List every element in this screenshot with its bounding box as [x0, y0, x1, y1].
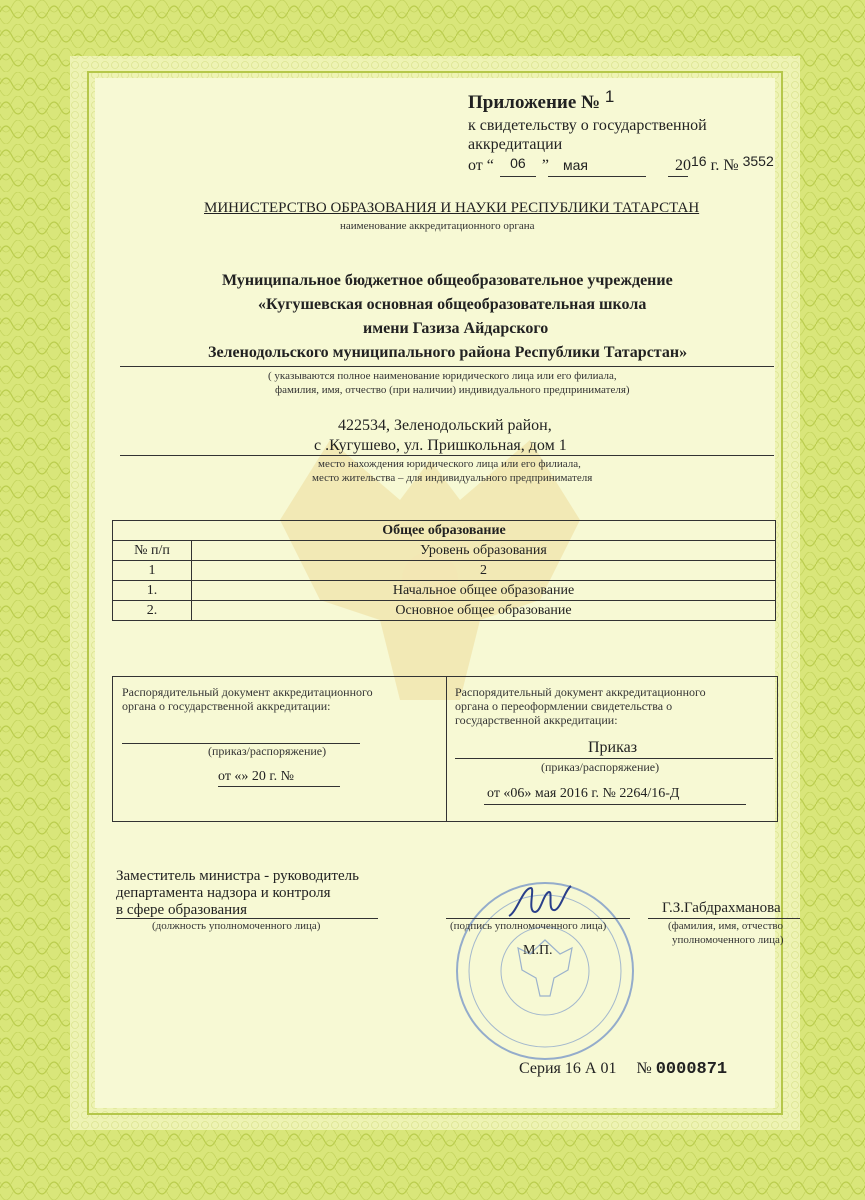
- right-doc-caption: (приказ/распоряжение): [541, 760, 660, 774]
- stamp-place: М.П.: [523, 943, 553, 958]
- row-level: Основное общее образование: [192, 601, 776, 621]
- date-day: 06: [510, 155, 526, 171]
- left-doc-title-2: органа о государственной аккредитации:: [122, 699, 331, 713]
- address-caption-1: место нахождения юридического лица или его филиала,: [318, 458, 581, 470]
- date-year-prefix: 20: [675, 157, 691, 174]
- org-caption-1: ( указываются полное наименование юридического лица или его филиала,: [268, 370, 617, 382]
- name-caption-1: (фамилия, имя, отчество: [668, 920, 784, 932]
- appendix-number: 1: [604, 87, 615, 106]
- name-caption-2: уполномоченного лица): [672, 934, 784, 946]
- address-caption-2: место жительства – для индивидуального предпринимателя: [312, 472, 593, 484]
- appendix-title-text: Приложение №: [468, 92, 601, 113]
- col-level-header: Уровень образования: [192, 541, 776, 561]
- signature-caption: (подпись уполномоченного лица): [450, 920, 607, 932]
- right-order-type: Приказ: [588, 739, 638, 756]
- series-value: 16 А 01: [564, 1060, 617, 1077]
- position-underline: [116, 918, 378, 919]
- row-number: 1.: [113, 581, 192, 601]
- right-date-underline: [484, 804, 746, 805]
- number-sign: №: [723, 157, 739, 174]
- serial-number-value: 0000871: [655, 1060, 728, 1079]
- org-line-4: Зеленодольского муниципального района Республики Татарстан»: [208, 344, 688, 361]
- year-underline: [668, 176, 688, 177]
- serial-number: [519, 1060, 727, 1079]
- table-title: Общее образование: [113, 521, 776, 541]
- index-cell: 2: [192, 561, 776, 581]
- table-row: [113, 601, 776, 621]
- date-year-suffix: 16: [691, 153, 707, 169]
- table-row: [113, 581, 776, 601]
- position-caption: (должность уполномоченного лица): [152, 920, 321, 932]
- certificate-date: [468, 153, 774, 175]
- left-doc-title-1: Распорядительный документ аккредитационного: [122, 685, 373, 699]
- date-year-mark: г.: [710, 157, 720, 174]
- org-underline: [120, 366, 774, 367]
- index-cell: 1: [113, 561, 192, 581]
- row-number: 2.: [113, 601, 192, 621]
- left-date-underline: [218, 786, 340, 787]
- date-prefix: от: [468, 157, 483, 174]
- right-doc-title-3: государственной аккредитации:: [455, 713, 618, 727]
- date-open-quote: “: [486, 157, 494, 174]
- series-label: Серия: [519, 1060, 561, 1077]
- right-doc-date: от «06» мая 2016 г. № 2264/16-Д: [487, 786, 680, 801]
- certificate-number: 3552: [742, 153, 774, 169]
- header-line-1: к свидетельству о государственной: [468, 117, 707, 134]
- org-line-2: «Кугушевская основная общеобразовательная школа: [258, 296, 647, 313]
- serial-number-sign: №: [636, 1060, 652, 1077]
- signer-position-1: Заместитель министра - руководитель: [116, 868, 359, 884]
- row-level: Начальное общее образование: [192, 581, 776, 601]
- address-line-2: с .Кугушево, ул. Пришкольная, дом 1: [314, 437, 567, 454]
- org-line-1: Муниципальное бюджетное общеобразовательное учреждение: [222, 272, 673, 289]
- left-doc-caption: (приказ/распоряжение): [208, 744, 327, 758]
- date-close-quote: ”: [541, 157, 549, 174]
- signer-position-2: департамента надзора и контроля: [116, 885, 331, 901]
- date-month: мая: [563, 157, 588, 173]
- org-caption-2: фамилия, имя, отчество (при наличии) индивидуального предпринимателя): [275, 384, 630, 396]
- handwritten-signature: [505, 882, 575, 924]
- org-line-3: имени Газиза Айдарского: [363, 320, 549, 337]
- col-number-header: № п/п: [113, 541, 192, 561]
- appendix-title: [468, 87, 615, 114]
- signer-position-3: в сфере образования: [116, 902, 248, 918]
- day-underline: [500, 176, 536, 177]
- right-doc-title-2: органа о переоформлении свидетельства о: [455, 699, 673, 713]
- signer-name: Г.З.Габдрахманова: [662, 900, 781, 916]
- table-header-row: [113, 541, 776, 561]
- address-underline: [120, 455, 774, 456]
- left-doc-date: от «» 20 г. №: [218, 769, 294, 784]
- right-doc-title-1: Распорядительный документ аккредитационного: [455, 685, 706, 699]
- right-order-underline: [455, 758, 773, 759]
- address-line-1: 422534, Зеленодольский район,: [338, 417, 552, 434]
- education-table: [112, 520, 776, 621]
- header-line-2: аккредитации: [468, 136, 563, 153]
- table-index-row: [113, 561, 776, 581]
- authority-name: МИНИСТЕРСТВО ОБРАЗОВАНИЯ И НАУКИ РЕСПУБЛИКИ ТАТАРСТАН: [204, 200, 700, 216]
- name-underline: [648, 918, 800, 919]
- month-underline: [548, 176, 646, 177]
- authority-caption: наименование аккредитационного органа: [340, 220, 535, 232]
- table-title-row: [113, 521, 776, 541]
